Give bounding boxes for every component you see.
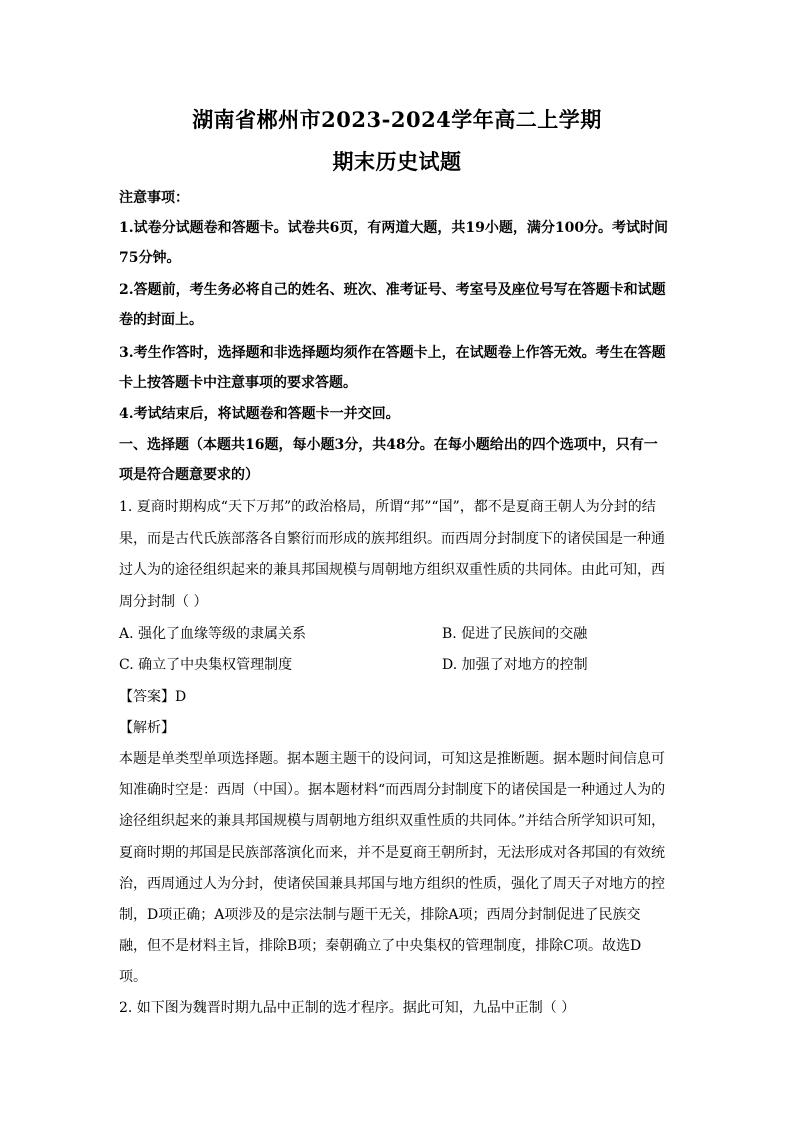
option-a: A. 强化了血缘等级的隶属关系 [119,626,307,642]
notice-line: 卡上按答题卡中注意事项的要求答题。 [119,375,357,391]
answer-label: 【答案】D [119,689,187,705]
analysis-line: 知准确时空是：西周（中国）。据本题材料“而西周分封制度下的诸侯国是一种通过人为的 [119,782,666,798]
analysis-heading: 【解析】 [119,720,175,736]
notice-line: 75分钟。 [119,250,181,266]
notice-heading: 注意事项： [119,190,189,206]
question-stem: 2. 如下图为魏晋时期九品中正制的选才程序。据此可知，九品中正制（ ） [119,1000,576,1016]
exam-title-line2: 期末历史试题 [332,149,462,174]
notice-line: 1.试卷分试题卷和答题卡。试卷共6页，有两道大题，共19小题，满分100分。考试时间 [119,220,669,236]
exam-title-line1: 湖南省郴州市2023-2024学年高二上学期 [192,107,602,132]
analysis-line: 夏商时期的邦国是民族部落演化而来，并不是夏商王朝所封，无法形成对各邦国的有效统 [119,845,665,861]
option-b: B. 促进了民族间的交融 [442,626,588,642]
question-stem: 周分封制（ ） [119,594,208,610]
section-heading: 一、选择题（本题共16题，每小题3分，共48分。在每小题给出的四个选项中，只有一 [119,437,658,453]
analysis-line: 途径组织起来的兼具邦国规模与周朝地方组织双重性质的共同体。”并结合所学知识可知， [119,813,666,829]
option-d: D. 加强了对地方的控制 [442,657,588,673]
question-stem: 果，而是古代氏族部落各自繁衍而形成的族邦组织。而西周分封制度下的诸侯国是一种通 [119,531,665,547]
option-c: C. 确立了中央集权管理制度 [119,657,293,673]
analysis-line: 本题是单类型单项选择题。据本题主题干的设问词，可知这是推断题。据本题时间信息可 [119,751,665,767]
analysis-line: 治，西周通过人为分封，使诸侯国兼具邦国与地方组织的性质，强化了周天子对地方的控 [119,876,665,892]
analysis-line: 项。 [119,969,147,985]
question-stem: 过人为的途径组织起来的兼具邦国规模与周朝地方组织双重性质的共同体。由此可知，西 [119,562,665,578]
section-heading: 项是符合题意要求的） [119,467,259,483]
analysis-line: 融，但不是材料主旨，排除B项；秦朝确立了中央集权的管理制度，排除C项。故选D [119,938,642,954]
notice-line: 4.考试结束后，将试题卷和答题卡一并交回。 [119,406,400,422]
analysis-line: 制，D项正确；A项涉及的是宗法制与题干无关，排除A项；西周分封制促进了民族交 [119,907,641,923]
notice-line: 3.考生作答时，选择题和非选择题均须作在答题卡上，在试题卷上作答无效。考生在答题 [119,345,666,361]
notice-line: 卷的封面上。 [119,312,203,328]
question-stem: 1. 夏商时期构成“天下万邦”的政治格局，所谓“邦”“国”，都不是夏商王朝人为分封的结 [119,499,656,515]
notice-line: 2.答题前，考生务必将自己的姓名、班次、准考证号、考室号及座位号写在答题卡和试题 [119,282,666,298]
